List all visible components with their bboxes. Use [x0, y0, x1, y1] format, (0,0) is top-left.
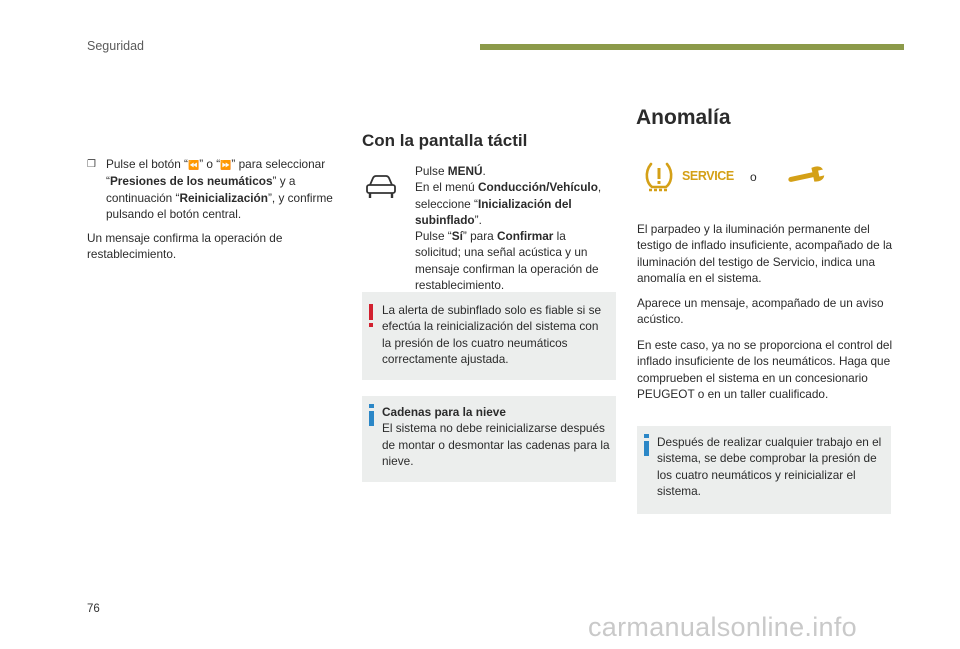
next-icon: ⏩ — [220, 160, 232, 170]
service-warning-icon: SERVICE — [682, 169, 734, 183]
snow-chains-text: El sistema no debe reinicializarse después de montar o desmontar las cadenas para la nieve. — [382, 421, 610, 468]
anomaly-paragraph-3: En este caso, ya no se proporciona el control del inflado insuficiente de los neumáticos. Haga que comprueben el sistema en un concesionario PEUGEOT o en un taller cualificado. — [637, 338, 893, 401]
snow-chains-info-box — [362, 396, 616, 482]
warning-exclamation-icon — [368, 304, 374, 328]
section-title: Seguridad — [87, 39, 144, 53]
previous-icon: ⏪ — [187, 160, 200, 170]
maintenance-info-text: Después de realizar cualquier trabajo en el sistema, se debe comprobar la presión de los cuatro neumáticos y reinicializar el sistema. — [657, 435, 882, 498]
section-accent-bar — [480, 44, 904, 50]
maintenance-info-box — [637, 426, 891, 514]
warning-text: La alerta de subinflado solo es fiable si se efectúa la reinicialización del sistema con la presión de los cuatro neumáticos correctamente ajustada. — [382, 303, 602, 366]
tire-pressure-warning-icon — [644, 160, 674, 192]
or-text: o — [750, 170, 757, 184]
step-instruction: ❒ Pulse el botón “⏪” o “⏩” para seleccionar “Presiones de los neumáticos” y a continuación “Reinicialización”, y confirme pulsando el botón central. — [87, 157, 333, 221]
page-number: 76 — [87, 603, 100, 615]
watermark: carmanualsonline.info — [588, 612, 857, 642]
info-icon — [368, 404, 375, 426]
anomaly-heading: Anomalía — [636, 106, 731, 129]
anomaly-paragraph-2: Aparece un mensaje, acompañado de un aviso acústico. — [637, 296, 884, 327]
checkbox-bullet-icon: ❒ — [87, 159, 96, 170]
touchscreen-heading: Con la pantalla táctil — [362, 131, 528, 150]
snow-chains-title: Cadenas para la nieve — [382, 405, 506, 419]
anomaly-paragraph-1: El parpadeo y la iluminación permanente del testigo de inflado insuficiente, acompañado de la iluminación del testigo de Servicio, indica una anomalía en el sistema. — [637, 222, 893, 285]
info-icon — [643, 434, 650, 456]
car-icon — [364, 171, 398, 203]
confirm-message: Un mensaje confirma la operación de restablecimiento. — [87, 231, 283, 262]
wrench-icon — [786, 165, 828, 187]
touchscreen-instructions: Pulse MENÚ. En el menú Conducción/Vehículo, seleccione “Inicialización del subinflado”. Pulse “Sí” para Confirmar la solicitud; una señal acústica y un mensaje confirman la operación de restablecimiento. — [415, 164, 602, 293]
warning-box — [362, 292, 616, 380]
